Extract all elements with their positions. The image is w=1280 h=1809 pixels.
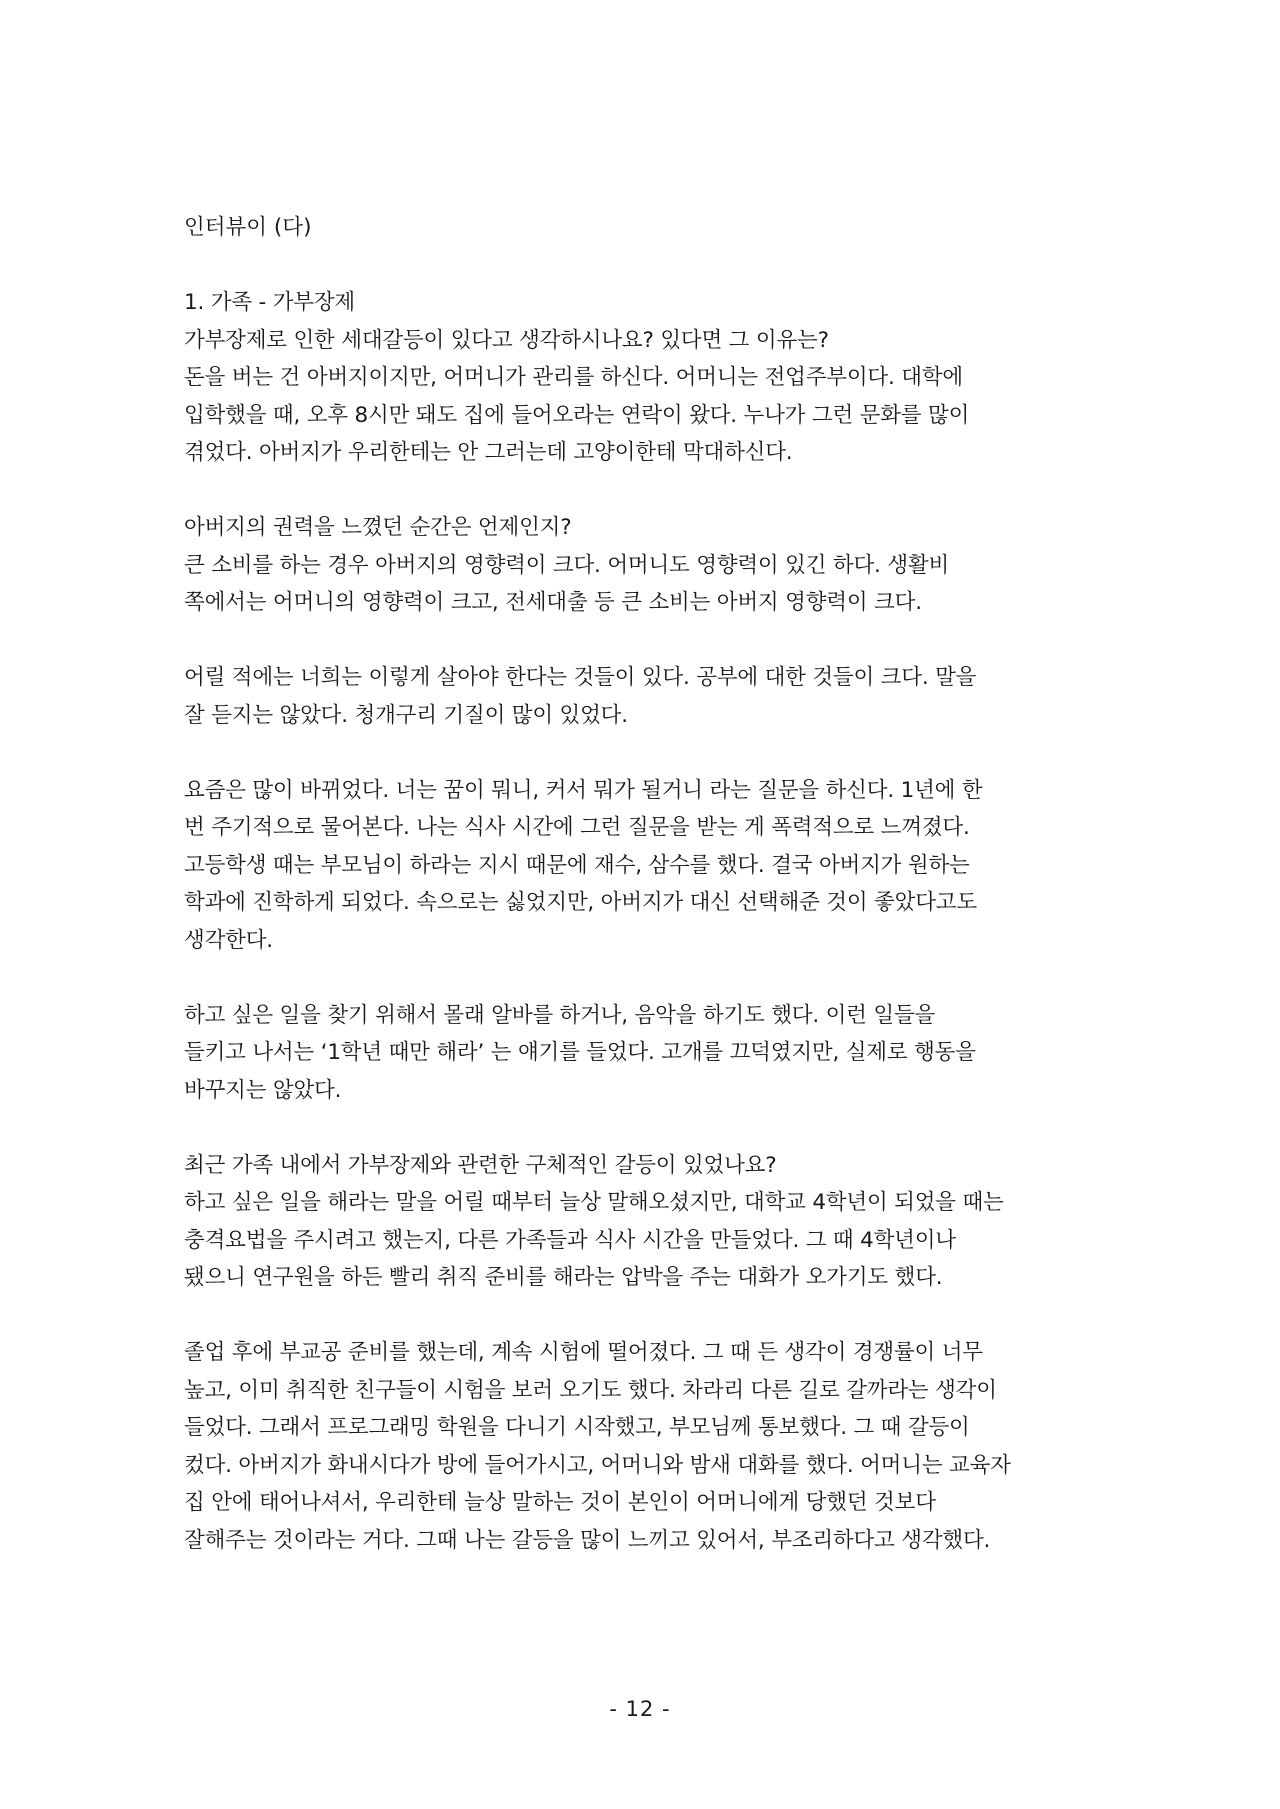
answer-line: 입학했을 때, 오후 8시만 돼도 집에 들어오라는 연락이 왔다. 누나가 그런 문화를 많이: [184, 402, 970, 428]
answer-line: 번 주기적으로 물어본다. 나는 식사 시간에 그런 질문을 받는 게 폭력적으로 느껴졌다.: [184, 815, 970, 840]
question-text: 아버지의 권력을 느꼈던 순간은 언제인지?: [184, 515, 572, 540]
answer-line: 잘 듣지는 않았다. 청개구리 기질이 많이 있었다.: [184, 702, 628, 728]
answer-line: 쪽에서는 어머니의 영향력이 크고, 전세대출 등 큰 소비는 아버지 영향력이 크다.: [184, 590, 922, 615]
answer-line: 들키고 나서는 ‘1학년 때만 해라’ 는 얘기를 들었다. 고개를 끄덕였지만, 실제로 행동을: [184, 1040, 976, 1065]
document-body: [184, 209, 1104, 1597]
answer-line: 높고, 이미 취직한 친구들이 시험을 보러 오기도 했다. 차라리 다른 길로 갈까라는 생각이: [184, 1377, 997, 1403]
document-title: 인터뷰이 (다): [184, 215, 312, 240]
question-text: 최근 가족 내에서 가부장제와 관련한 구체적인 갈등이 있었나요?: [184, 1152, 777, 1178]
question-text: 가부장제로 인한 세대갈등이 있다고 생각하시나요? 있다면 그 이유는?: [184, 327, 829, 353]
answer-line: 됐으니 연구원을 하든 빨리 취직 준비를 해라는 압박을 주는 대화가 오가기도 했다.: [184, 1265, 943, 1290]
paragraph-childhood: [184, 659, 1104, 734]
answer-line: 잘해주는 것이라는 거다. 그때 나는 갈등을 많이 느끼고 있어서, 부조리하다고 생각했다.: [184, 1527, 991, 1553]
answer-line: 생각한다.: [184, 927, 273, 953]
answer-line: 큰 소비를 하는 경우 아버지의 영향력이 크다. 어머니도 영향력이 있긴 하다. 생활비: [184, 552, 950, 578]
answer-line: 돈을 버는 건 아버지이지만, 어머니가 관리를 하신다. 어머니는 전업주부이다. 대학에: [184, 365, 963, 390]
paragraph-father-authority: [184, 509, 1104, 622]
page-number: - 12 -: [609, 1697, 671, 1721]
answer-line: 들었다. 그래서 프로그래밍 학원을 다니기 시작했고, 부모님께 통보했다. 그 때 갈등이: [184, 1415, 970, 1440]
answer-line: 학과에 진학하게 되었다. 속으로는 싫었지만, 아버지가 대신 선택해준 것이 좋았다고도: [184, 890, 977, 915]
answer-line: 컸다. 아버지가 화내시다가 방에 들어가시고, 어머니와 밤새 대화를 했다. 어머니는 교육자: [184, 1452, 1011, 1478]
answer-line: 요즘은 많이 바뀌었다. 너는 꿈이 뭐니, 커서 뭐가 될거니 라는 질문을 하신다. 1년에 한: [184, 777, 983, 803]
paragraph-part-time-music: [184, 997, 1104, 1110]
answer-line: 하고 싶은 일을 찾기 위해서 몰래 알바를 하거나, 음악을 하기도 했다. 이런 일들을: [184, 1002, 936, 1028]
paragraph-after-graduation: [184, 1334, 1104, 1559]
answer-line: 고등학생 때는 부모님이 하라는 지시 때문에 재수, 삼수를 했다. 결국 아버지가 원하는: [184, 852, 970, 878]
section-family-patriarchy: [184, 284, 1104, 472]
answer-line: 바꾸지는 않았다.: [184, 1077, 342, 1103]
paragraph-recent-changes: [184, 772, 1104, 960]
answer-line: 졸업 후에 부교공 준비를 했는데, 계속 시험에 떨어졌다. 그 때 든 생각이 경쟁률이 너무: [184, 1340, 983, 1365]
answer-line: 충격요법을 주시려고 했는지, 다른 가족들과 식사 시간을 만들었다. 그 때 4학년이나: [184, 1227, 956, 1253]
paragraph-recent-conflict: [184, 1147, 1104, 1297]
answer-line: 어릴 적에는 너희는 이렇게 살아야 한다는 것들이 있다. 공부에 대한 것들이 크다. 말을: [184, 665, 977, 690]
section-heading: 1. 가족 - 가부장제: [184, 290, 355, 315]
answer-line: 겪었다. 아버지가 우리한테는 안 그러는데 고양이한테 막대하신다.: [184, 440, 793, 465]
answer-line: 집 안에 태어나셔서, 우리한테 늘상 말하는 것이 본인이 어머니에게 당했던 것보다: [184, 1490, 936, 1515]
answer-line: 하고 싶은 일을 해라는 말을 어릴 때부터 늘상 말해오셨지만, 대학교 4학년이 되었을 때는: [184, 1190, 1004, 1215]
